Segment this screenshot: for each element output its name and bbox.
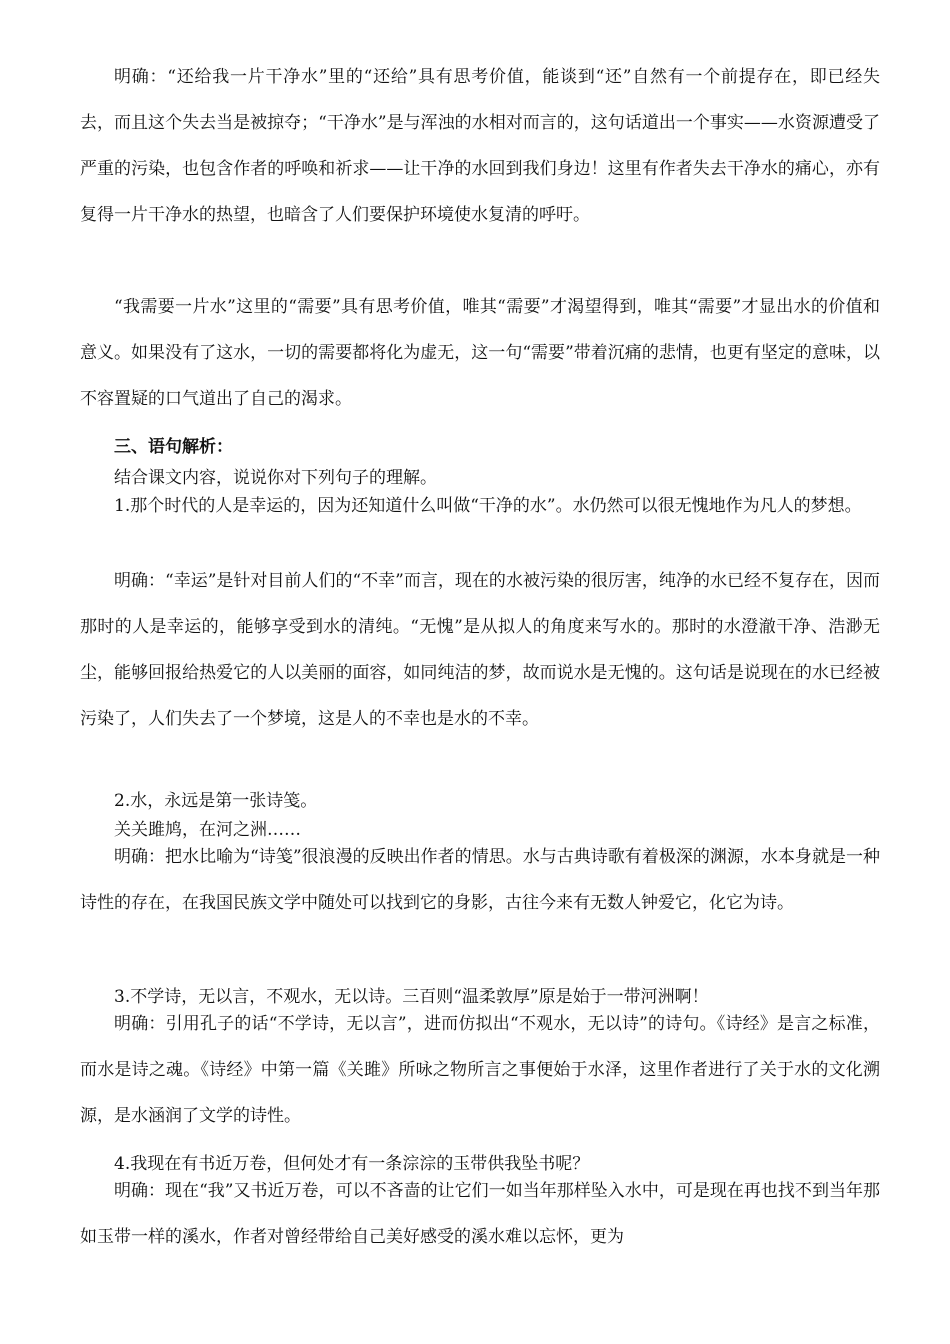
paragraph-instruction: 结合课文内容，说说你对下列句子的理解。: [114, 468, 437, 488]
paragraph-clean-water-explanation: 明确：“还给我一片干净水”里的“还给”具有思考价值，能谈到“还”自然有一个前提存在，即已经失去，而且这个失去当是被掠夺；“干净水”是与浑浊的水相对而言的，这句话道出一个事实——水资源遭受了严重的污染，也包含作者的呼唤和祈求——让干净的水回到我们身边！这里有作者失去干净水的痛心，亦有复得一片干净水的热望，也暗含了人们要保护环境使水复清的呼吁。: [80, 67, 880, 225]
answer-2: 明确：把水比喻为“诗笺”很浪漫的反映出作者的情思。水与古典诗歌有着极深的渊源，水本身就是一种诗性的存在，在我国民族文学中随处可以找到它的身影，古往今来有无数人钟爱它，化它为诗。: [80, 847, 880, 913]
section-heading-sentence-analysis: 三、语句解析：: [114, 437, 233, 457]
answer-1: 明确：“幸运”是针对目前人们的“不幸”而言，现在的水被污染的很厉害，纯净的水已经不复存在，因而那时的人是幸运的，能够享受到水的清纯。“无愧”是从拟人的角度来写水的。那时的水澄澈干净、浩渺无尘，能够回报给热爱它的人以美丽的面容，如同纯洁的梦，故而说水是无愧的。这句话是说现在的水已经被污染了，人们失去了一个梦境，这是人的不幸也是水的不幸。: [80, 571, 880, 729]
answer-3: 明确：引用孔子的话“不学诗，无以言”，进而仿拟出“不观水，无以诗”的诗句。《诗经》是言之标准，而水是诗之魂。《诗经》中第一篇《关雎》所咏之物所言之事便始于水泽，这里作者进行了关于水的文化溯源，是水涵润了文学的诗性。: [80, 1014, 880, 1126]
paragraph-need-water-explanation: “我需要一片水”这里的“需要”具有思考价值，唯其“需要”才渴望得到，唯其“需要”才显出水的价值和意义。如果没有了这水，一切的需要都将化为虚无，这一句“需要”带着沉痛的悲情，也更有坚定的意味，以不容置疑的口气道出了自己的渴求。: [80, 297, 880, 409]
sentence-1: 1.那个时代的人是幸运的，因为还知道什么叫做“干净的水”。水仍然可以很无愧地作为凡人的梦想。: [114, 496, 862, 516]
sentence-4: 4.我现在有书近万卷，但何处才有一条淙淙的玉带供我坠书呢？: [114, 1154, 590, 1174]
answer-4: 明确：现在“我”又书近万卷，可以不吝啬的让它们一如当年那样坠入水中，可是现在再也找不到当年那如玉带一样的溪水，作者对曾经带给自己美好感受的溪水难以忘怀，更为: [80, 1181, 880, 1247]
sentence-2: 2.水，永远是第一张诗笺。: [114, 791, 318, 811]
quote-guanju: 关关雎鸠，在河之洲……: [114, 820, 301, 840]
sentence-3: 3.不学诗，无以言，不观水，无以诗。三百则“温柔敦厚”原是始于一带河洲啊！: [114, 987, 709, 1007]
